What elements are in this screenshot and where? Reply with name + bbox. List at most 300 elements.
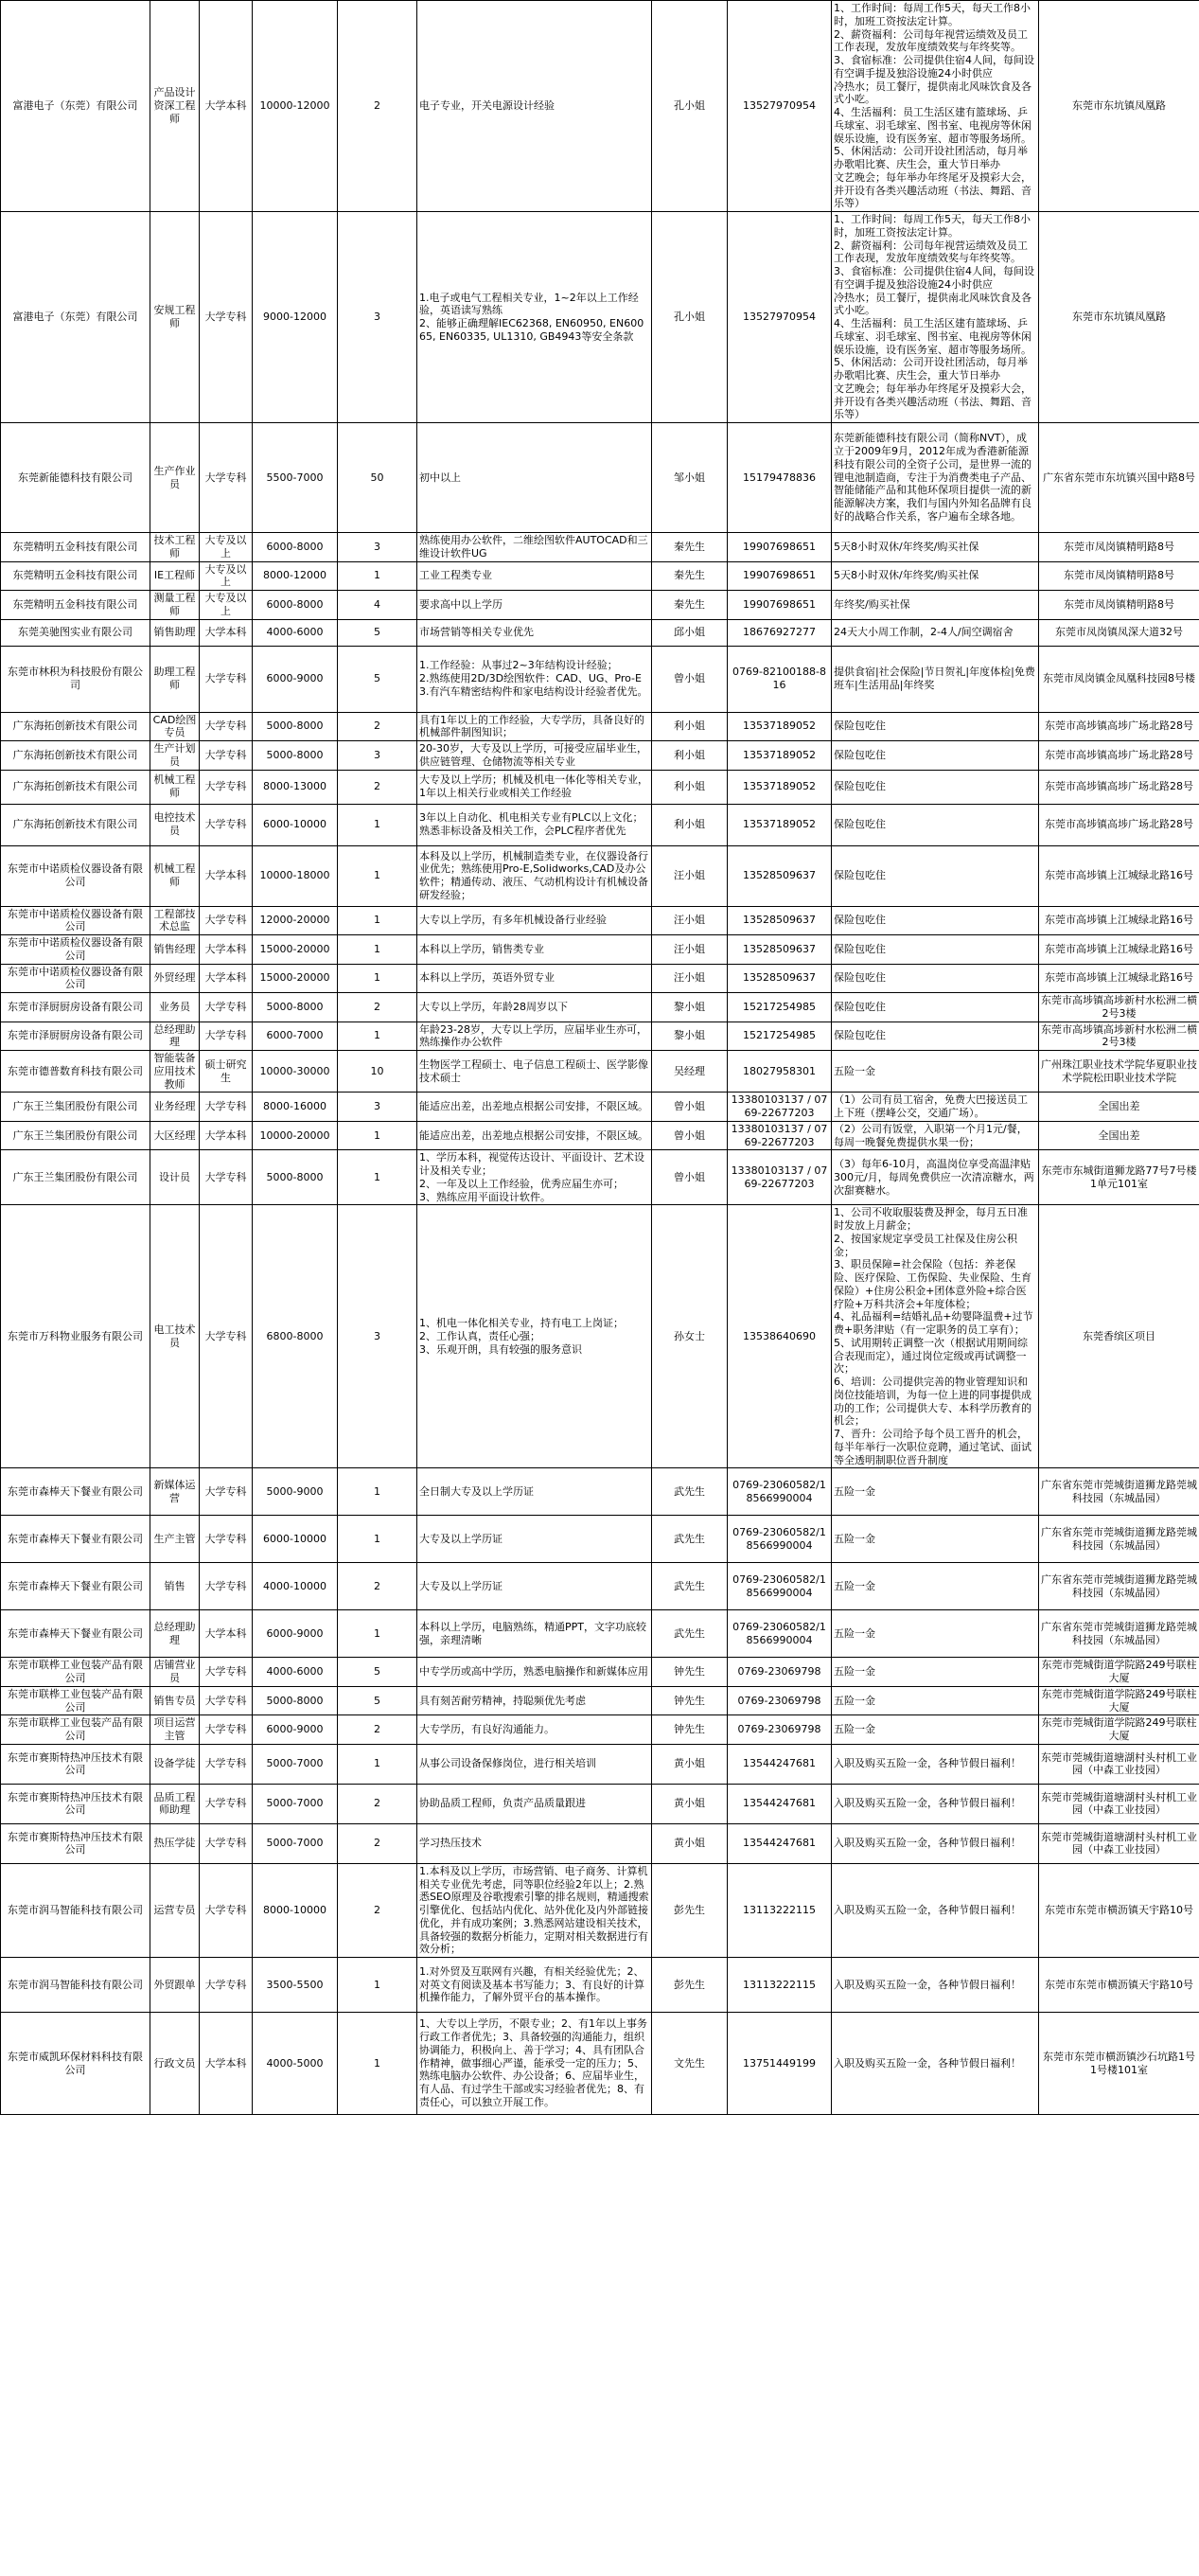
- contact-person: 汪小姐: [652, 906, 728, 935]
- work-address: 东莞市东莞市横沥镇天宇路10号: [1039, 1863, 1199, 1957]
- position-title: 测量工程师: [150, 591, 200, 620]
- position-title: 项目运营主管: [150, 1715, 200, 1745]
- position-title: 机械工程师: [150, 770, 200, 804]
- contact-phone: 13528509637: [728, 845, 832, 906]
- salary-range: 8000-16000: [253, 1093, 338, 1122]
- work-address: 东莞市莞城街道学院路249号联柱大厦: [1039, 1658, 1199, 1687]
- work-address: 东莞市东城街道狮龙路77号7号楼1单元101室: [1039, 1150, 1199, 1205]
- table-row: [1, 2013, 1199, 2115]
- work-address: 东莞市莞城街道塘湖村头村机工业园（中森工业技园）: [1039, 1823, 1199, 1863]
- benefits-text: 24天大小周工作制，2-4人/间空调宿舍: [832, 619, 1039, 646]
- position-title: CAD绘图专员: [150, 712, 200, 741]
- position-title: 技术工程师: [150, 533, 200, 562]
- salary-range: 9000-12000: [253, 212, 338, 423]
- benefits-text: 入职及购买五险一金，各种节假日福利！: [832, 2013, 1039, 2115]
- benefits-text: 保险包吃住: [832, 1022, 1039, 1051]
- contact-phone: 19907698651: [728, 561, 832, 591]
- education-level: 大学专科: [200, 1744, 253, 1784]
- job-requirements: 大专及以上学历证: [417, 1516, 652, 1563]
- benefits-text: 保险包吃住: [832, 741, 1039, 771]
- position-title: 店铺营业员: [150, 1658, 200, 1687]
- work-address: 东莞市东莞市横沥镇沙石坑路1号1号楼101室: [1039, 2013, 1199, 2115]
- company-name: 广东海拓创新技术有限公司: [1, 712, 150, 741]
- benefits-text: 保险包吃住: [832, 712, 1039, 741]
- contact-person: 曾小姐: [652, 646, 728, 712]
- contact-phone: 13544247681: [728, 1784, 832, 1823]
- work-address: 东莞市高埗镇上江城绿北路16号: [1039, 906, 1199, 935]
- benefits-text: 5天8小时双休/年终奖/购买社保: [832, 561, 1039, 591]
- company-name: 东莞市润马智能科技有限公司: [1, 1958, 150, 2013]
- position-title: 设计员: [150, 1150, 200, 1205]
- company-name: 东莞市森棒天下餐业有限公司: [1, 1563, 150, 1610]
- position-title: 业务员: [150, 993, 200, 1022]
- salary-range: 10000-30000: [253, 1051, 338, 1093]
- contact-phone: 13544247681: [728, 1744, 832, 1784]
- table-row: [1, 1744, 1199, 1784]
- table-row: [1, 1958, 1199, 2013]
- salary-range: 6000-9000: [253, 1715, 338, 1745]
- contact-person: 汪小姐: [652, 935, 728, 965]
- table-row: [1, 1658, 1199, 1687]
- salary-range: 4000-10000: [253, 1563, 338, 1610]
- education-level: 大学本科: [200, 1, 253, 212]
- contact-person: 邹小姐: [652, 423, 728, 533]
- job-requirements: 协助品质工程师，负责产品质量跟进: [417, 1784, 652, 1823]
- education-level: 大学专科: [200, 712, 253, 741]
- headcount: 1: [338, 1958, 417, 2013]
- company-name: 广东海拓创新技术有限公司: [1, 741, 150, 771]
- salary-range: 3500-5500: [253, 1958, 338, 2013]
- table-row: [1, 1150, 1199, 1205]
- headcount: 2: [338, 1863, 417, 1957]
- education-level: 大学专科: [200, 1468, 253, 1516]
- contact-phone: 13538640690: [728, 1205, 832, 1468]
- benefits-text: 入职及购买五险一金，各种节假日福利！: [832, 1744, 1039, 1784]
- company-name: 富港电子（东莞）有限公司: [1, 1, 150, 212]
- contact-phone: 0769-23060582/18566990004: [728, 1468, 832, 1516]
- headcount: 1: [338, 1150, 417, 1205]
- salary-range: 8000-13000: [253, 770, 338, 804]
- work-address: 广州珠江职业技术学院华夏职业技术学院松田职业技术学院: [1039, 1051, 1199, 1093]
- contact-phone: 18676927277: [728, 619, 832, 646]
- contact-person: 黎小姐: [652, 993, 728, 1022]
- benefits-text: 入职及购买五险一金，各种节假日福利！: [832, 1863, 1039, 1957]
- job-requirements: 1.电子或电气工程相关专业，1~2年以上工作经验，英语读写熟练 2、能够正确理解IEC62368, EN60950, EN60065, EN60335, UL1310, GB4943等安全条款: [417, 212, 652, 423]
- salary-range: 8000-12000: [253, 561, 338, 591]
- table-row: [1, 1610, 1199, 1658]
- contact-phone: 13537189052: [728, 712, 832, 741]
- contact-person: 曾小姐: [652, 1093, 728, 1122]
- benefits-text: 五险一金: [832, 1686, 1039, 1715]
- job-requirements: 从事公司设备保修岗位，进行相关培训: [417, 1744, 652, 1784]
- benefits-text: 保险包吃住: [832, 906, 1039, 935]
- company-name: 东莞精明五金科技有限公司: [1, 561, 150, 591]
- benefits-text: 东莞新能德科技有限公司（简称NVT），成立于2009年9月，2012年成为香港新能源科技有限公司的全资子公司，是世界一流的锂电池制造商，专注于为消费类电子产品、智能储能产品和其他环保项目提供一流的新能源解决方案，我们与国内外知名品牌有良好的战略合作关系，客户遍布全球各地。: [832, 423, 1039, 533]
- table-row: [1, 1051, 1199, 1093]
- table-row: [1, 845, 1199, 906]
- salary-range: 10000-12000: [253, 1, 338, 212]
- headcount: 5: [338, 1658, 417, 1687]
- position-title: 生产主管: [150, 1516, 200, 1563]
- job-requirements: 电子专业，开关电源设计经验: [417, 1, 652, 212]
- contact-phone: 15217254985: [728, 993, 832, 1022]
- education-level: 大学专科: [200, 1093, 253, 1122]
- contact-phone: 13528509637: [728, 906, 832, 935]
- contact-person: 武先生: [652, 1563, 728, 1610]
- salary-range: 5000-8000: [253, 712, 338, 741]
- table-row: [1, 804, 1199, 845]
- salary-range: 6000-7000: [253, 1022, 338, 1051]
- work-address: 东莞市凤岗镇精明路8号: [1039, 591, 1199, 620]
- table-row: [1, 1516, 1199, 1563]
- benefits-text: （1）公司有员工宿舍，免费大巴接送员工上下班（摆峰公交，交通广场）。: [832, 1093, 1039, 1122]
- work-address: 东莞香缤区项目: [1039, 1205, 1199, 1468]
- contact-phone: 18027958301: [728, 1051, 832, 1093]
- contact-phone: 0769-23069798: [728, 1715, 832, 1745]
- salary-range: 15000-20000: [253, 964, 338, 993]
- benefits-text: 五险一金: [832, 1563, 1039, 1610]
- salary-range: 5000-7000: [253, 1744, 338, 1784]
- headcount: 5: [338, 1686, 417, 1715]
- headcount: 2: [338, 1784, 417, 1823]
- job-requirements: 要求高中以上学历: [417, 591, 652, 620]
- benefits-text: 五险一金: [832, 1468, 1039, 1516]
- headcount: 5: [338, 619, 417, 646]
- position-title: 安规工程师: [150, 212, 200, 423]
- job-requirements: 1、学历本科，视觉传达设计、平面设计、艺术设计及相关专业； 2、一年及以上工作经验，优秀应届生亦可； 3、熟练应用平面设计软件。: [417, 1150, 652, 1205]
- contact-person: 彭先生: [652, 1958, 728, 2013]
- contact-phone: 13528509637: [728, 964, 832, 993]
- company-name: 广东海拓创新技术有限公司: [1, 770, 150, 804]
- benefits-text: 保险包吃住: [832, 845, 1039, 906]
- job-requirements: 1.工作经验：从事过2~3年结构设计经验； 2.熟练使用2D/3D绘图软件：CAD、UG、Pro-E 3.有汽车精密结构件和家电结构设计经验者优先。: [417, 646, 652, 712]
- table-row: [1, 1093, 1199, 1122]
- work-address: 广东省东莞市莞城街道狮龙路莞城科技园（东城晶园）: [1039, 1610, 1199, 1658]
- education-level: 大学专科: [200, 993, 253, 1022]
- position-title: 外贸跟单: [150, 1958, 200, 2013]
- benefits-text: 1、工作时间：每周工作5天，每天工作8小时，加班工资按法定计算。 2、薪资福利：公司每年视营运绩效及员工工作表现，发放年度绩效奖与年终奖等。 3、食宿标准：公司提供住宿4人间，每间设有空调手提及独浴设施24小时供应 冷热水；员工餐厅，提供南北风味饮食及各式小吃。 4、生活福利：员工生活区建有篮球场、乒乓球室、羽毛球室、图书室、电视房等休闲娱乐设施，设有医务室、超市等服务场所。 5、休闲活动：公司开设社团活动，每月举办歌唱比赛、庆生会，重大节日举办 文艺晚会；每年举办年终尾牙及摸彩大会，并开设有各类兴趣活动班（书法、舞蹈、音乐等）: [832, 1, 1039, 212]
- benefits-text: 保险包吃住: [832, 964, 1039, 993]
- benefits-text: 入职及购买五险一金，各种节假日福利！: [832, 1784, 1039, 1823]
- table-row: [1, 964, 1199, 993]
- education-level: 大专及以上: [200, 533, 253, 562]
- benefits-text: 年终奖/购买社保: [832, 591, 1039, 620]
- company-name: 东莞市联桦工业包装产品有限公司: [1, 1686, 150, 1715]
- contact-person: 武先生: [652, 1610, 728, 1658]
- position-title: IE工程师: [150, 561, 200, 591]
- contact-person: 利小姐: [652, 741, 728, 771]
- contact-person: 钟先生: [652, 1686, 728, 1715]
- company-name: 东莞精明五金科技有限公司: [1, 591, 150, 620]
- education-level: 大学专科: [200, 646, 253, 712]
- education-level: 大学专科: [200, 741, 253, 771]
- headcount: 2: [338, 712, 417, 741]
- benefits-text: 保险包吃住: [832, 993, 1039, 1022]
- job-requirements: 本科以上学历，销售类专业: [417, 935, 652, 965]
- job-requirements: 大专学历，有良好沟通能力。: [417, 1715, 652, 1745]
- work-address: 东莞市凤岗镇精明路8号: [1039, 533, 1199, 562]
- position-title: 销售经理: [150, 935, 200, 965]
- table-row: [1, 1205, 1199, 1468]
- benefits-text: 1、工作时间：每周工作5天，每天工作8小时，加班工资按法定计算。 2、薪资福利：公司每年视营运绩效及员工工作表现，发放年度绩效奖与年终奖等。 3、食宿标准：公司提供住宿4人间，每间设有空调手提及独浴设施24小时供应 冷热水；员工餐厅，提供南北风味饮食及各式小吃。 4、生活福利：员工生活区建有篮球场、乒乓球室、羽毛球室、图书室、电视房等休闲娱乐设施，设有医务室、超市等服务场所。 5、休闲活动：公司开设社团活动，每月举办歌唱比赛、庆生会，重大节日举办 文艺晚会；每年举办年终尾牙及摸彩大会，并开设有各类兴趣活动班（书法、舞蹈、音乐等）: [832, 212, 1039, 423]
- contact-phone: 0769-23069798: [728, 1686, 832, 1715]
- contact-phone: 13537189052: [728, 770, 832, 804]
- headcount: 4: [338, 591, 417, 620]
- education-level: 大学本科: [200, 964, 253, 993]
- job-requirements: 年龄23-28岁，大专以上学历，应届毕业生亦可，熟练操作办公软件: [417, 1022, 652, 1051]
- contact-phone: 13113222115: [728, 1958, 832, 2013]
- position-title: 设备学徒: [150, 1744, 200, 1784]
- table-row: [1, 591, 1199, 620]
- salary-range: 6000-9000: [253, 1610, 338, 1658]
- company-name: 东莞市泽厨厨房设备有限公司: [1, 1022, 150, 1051]
- education-level: 大学专科: [200, 1863, 253, 1957]
- education-level: 大学专科: [200, 1823, 253, 1863]
- job-requirements: 工业工程类专业: [417, 561, 652, 591]
- headcount: 1: [338, 1121, 417, 1150]
- contact-phone: 13380103137 / 0769-22677203: [728, 1093, 832, 1122]
- salary-range: 5000-9000: [253, 1468, 338, 1516]
- work-address: 东莞市高埗镇上江城绿北路16号: [1039, 845, 1199, 906]
- benefits-text: 五险一金: [832, 1051, 1039, 1093]
- job-requirements: 1、机电一体化相关专业，持有电工上岗证； 2、工作认真，责任心强； 3、乐观开朗，具有较强的服务意识: [417, 1205, 652, 1468]
- work-address: 东莞市高埗镇高埗新村水松洲二横2号3楼: [1039, 1022, 1199, 1051]
- education-level: 大学专科: [200, 1205, 253, 1468]
- table-row: [1, 646, 1199, 712]
- benefits-text: 五险一金: [832, 1715, 1039, 1745]
- job-requirements: 能适应出差，出差地点根据公司安排，不限区域。: [417, 1121, 652, 1150]
- headcount: 1: [338, 906, 417, 935]
- benefits-text: 保险包吃住: [832, 935, 1039, 965]
- work-address: 东莞市凤岗镇凤深大道32号: [1039, 619, 1199, 646]
- position-title: 生产计划员: [150, 741, 200, 771]
- salary-range: 6000-8000: [253, 591, 338, 620]
- table-row: [1, 212, 1199, 423]
- job-requirements: 大专以上学历，有多年机械设备行业经验: [417, 906, 652, 935]
- table-row: [1, 1863, 1199, 1957]
- company-name: 东莞市泽厨厨房设备有限公司: [1, 993, 150, 1022]
- contact-phone: 0769-23060582/18566990004: [728, 1563, 832, 1610]
- table-row: [1, 533, 1199, 562]
- table-row: [1, 1563, 1199, 1610]
- job-requirements: 初中以上: [417, 423, 652, 533]
- company-name: 广东王兰集团股份有限公司: [1, 1121, 150, 1150]
- position-title: 运营专员: [150, 1863, 200, 1957]
- headcount: 1: [338, 1744, 417, 1784]
- company-name: 东莞市赛斯特热冲压技术有限公司: [1, 1823, 150, 1863]
- benefits-text: 保险包吃住: [832, 770, 1039, 804]
- headcount: 3: [338, 212, 417, 423]
- table-row: [1, 770, 1199, 804]
- work-address: 东莞市高埗镇高埗广场北路28号: [1039, 712, 1199, 741]
- job-requirements: 20-30岁，大专及以上学历，可接受应届毕业生，供应链管理、仓储物流等相关专业: [417, 741, 652, 771]
- table-row: [1, 741, 1199, 771]
- table-row: [1, 1121, 1199, 1150]
- headcount: 1: [338, 804, 417, 845]
- position-title: 业务经理: [150, 1093, 200, 1122]
- company-name: 东莞市中诺质检仪器设备有限公司: [1, 935, 150, 965]
- contact-person: 曾小姐: [652, 1150, 728, 1205]
- contact-person: 武先生: [652, 1468, 728, 1516]
- education-level: 大学专科: [200, 1563, 253, 1610]
- headcount: 1: [338, 845, 417, 906]
- position-title: 总经理助理: [150, 1610, 200, 1658]
- work-address: 东莞市莞城街道塘湖村头村机工业园（中森工业技园）: [1039, 1784, 1199, 1823]
- job-requirements: 具有刻苦耐劳精神，持聪频优先考虑: [417, 1686, 652, 1715]
- work-address: 东莞市高埗镇上江城绿北路16号: [1039, 964, 1199, 993]
- education-level: 大学专科: [200, 1658, 253, 1687]
- table-row: [1, 935, 1199, 965]
- company-name: 富港电子（东莞）有限公司: [1, 212, 150, 423]
- contact-phone: 0769-82100188-816: [728, 646, 832, 712]
- headcount: 50: [338, 423, 417, 533]
- education-level: 大学本科: [200, 1121, 253, 1150]
- position-title: 机械工程师: [150, 845, 200, 906]
- position-title: 智能装备应用技术教师: [150, 1051, 200, 1093]
- company-name: 东莞精明五金科技有限公司: [1, 533, 150, 562]
- position-title: 品质工程师助理: [150, 1784, 200, 1823]
- headcount: 2: [338, 993, 417, 1022]
- benefits-text: （2）公司有饭堂，入职第一个月1元/餐，每周一晚餐免费提供水果一份；: [832, 1121, 1039, 1150]
- salary-range: 4000-5000: [253, 2013, 338, 2115]
- salary-range: 5000-7000: [253, 1784, 338, 1823]
- contact-phone: 13380103137 / 0769-22677203: [728, 1150, 832, 1205]
- benefits-text: 五险一金: [832, 1516, 1039, 1563]
- company-name: 东莞市中诺质检仪器设备有限公司: [1, 964, 150, 993]
- company-name: 东莞市联桦工业包装产品有限公司: [1, 1658, 150, 1687]
- contact-person: 秦先生: [652, 533, 728, 562]
- headcount: 1: [338, 1610, 417, 1658]
- company-name: 东莞市赛斯特热冲压技术有限公司: [1, 1784, 150, 1823]
- benefits-text: （3）每年6-10月，高温岗位享受高温津贴300元/月，每周免费供应一次清凉糖水，两次甜赛糖水。: [832, 1150, 1039, 1205]
- table-row: [1, 1823, 1199, 1863]
- education-level: 大专及以上: [200, 591, 253, 620]
- position-title: 销售专员: [150, 1686, 200, 1715]
- work-address: 全国出差: [1039, 1093, 1199, 1122]
- headcount: 2: [338, 1, 417, 212]
- salary-range: 4000-6000: [253, 619, 338, 646]
- education-level: 硕士研究生: [200, 1051, 253, 1093]
- salary-range: 5500-7000: [253, 423, 338, 533]
- education-level: 大学专科: [200, 212, 253, 423]
- contact-phone: 13751449199: [728, 2013, 832, 2115]
- contact-person: 孙女士: [652, 1205, 728, 1468]
- education-level: 大专及以上: [200, 561, 253, 591]
- table-row: [1, 712, 1199, 741]
- education-level: 大学专科: [200, 804, 253, 845]
- headcount: 3: [338, 533, 417, 562]
- work-address: 东莞市东莞市横沥镇天宇路10号: [1039, 1958, 1199, 2013]
- headcount: 10: [338, 1051, 417, 1093]
- position-title: 总经理助理: [150, 1022, 200, 1051]
- company-name: 东莞市德普数育科技有限公司: [1, 1051, 150, 1093]
- salary-range: 6000-8000: [253, 533, 338, 562]
- headcount: 3: [338, 1205, 417, 1468]
- job-requirements: 能适应出差，出差地点根据公司安排，不限区域。: [417, 1093, 652, 1122]
- benefits-text: 五险一金: [832, 1610, 1039, 1658]
- education-level: 大学专科: [200, 1784, 253, 1823]
- job-requirements: 大专及以上学历证: [417, 1563, 652, 1610]
- contact-person: 孔小姐: [652, 1, 728, 212]
- contact-phone: 13380103137 / 0769-22677203: [728, 1121, 832, 1150]
- position-title: 行政文员: [150, 2013, 200, 2115]
- job-requirements: 1.本科及以上学历，市场营销、电子商务、计算机相关专业优先考虑，同等职位经验2年以上；2.熟悉SEO原理及谷歌搜索引擎的排名规则，精通搜索引擎优化、包括站内优化、站外优化及内外部链接优化，并有成功案例；3.熟悉网站建设相关技术，具备较强的数据分析能力，定期对相关数据进行有效分析；: [417, 1863, 652, 1957]
- education-level: 大学专科: [200, 1022, 253, 1051]
- work-address: 全国出差: [1039, 1121, 1199, 1150]
- position-title: 电工技术员: [150, 1205, 200, 1468]
- benefits-text: 1、公司不收取服装费及押金，每月五日准时发放上月薪金； 2、按国家规定享受员工社保及住房公积金； 3、职员保障=社会保险（包括：养老保险、医疗保险、工伤保险、失业保险、生育保险）+住房公积金+团体意外险+综合医疗险+万科共济会+年度体检； 4、礼品福利=结婚礼品+幼婴降温费+过节费+职务津贴（有一定职务的员工享有）； 5、试用期转正调整一次（根据试用期间综合表现而定），通过岗位定级或再试调整一次； 6、培训：公司提供完善的物业管理知识和岗位技能培训，为每一位上进的同事提供成功的工作；公司提供大专、本科学历教育的机会； 7、晋升：公司给予每个员工晋升的机会，每半年举行一次职位竞聘，通过笔试、面试等全透明制职位晋升制度: [832, 1205, 1039, 1468]
- salary-range: 6000-9000: [253, 646, 338, 712]
- company-name: 东莞市赛斯特热冲压技术有限公司: [1, 1744, 150, 1784]
- education-level: 大学本科: [200, 935, 253, 965]
- work-address: 东莞市凤岗镇精明路8号: [1039, 561, 1199, 591]
- contact-person: 利小姐: [652, 712, 728, 741]
- company-name: 东莞美驰图实业有限公司: [1, 619, 150, 646]
- education-level: 大学专科: [200, 1516, 253, 1563]
- contact-phone: 13537189052: [728, 741, 832, 771]
- headcount: 2: [338, 1823, 417, 1863]
- benefits-text: 保险包吃住: [832, 804, 1039, 845]
- table-row: [1, 619, 1199, 646]
- company-name: 东莞市中诺质检仪器设备有限公司: [1, 906, 150, 935]
- headcount: 1: [338, 561, 417, 591]
- company-name: 东莞市威凯环保材料科技有限公司: [1, 2013, 150, 2115]
- benefits-text: 5天8小时双休/年终奖/购买社保: [832, 533, 1039, 562]
- salary-range: 5000-8000: [253, 741, 338, 771]
- work-address: 东莞市东坑镇凤凰路: [1039, 1, 1199, 212]
- work-address: 东莞市莞城街道塘湖村头村机工业园（中森工业技园）: [1039, 1744, 1199, 1784]
- contact-person: 孔小姐: [652, 212, 728, 423]
- contact-phone: 15217254985: [728, 1022, 832, 1051]
- education-level: 大学专科: [200, 423, 253, 533]
- position-title: 大区经理: [150, 1121, 200, 1150]
- salary-range: 12000-20000: [253, 906, 338, 935]
- table-row: [1, 1784, 1199, 1823]
- salary-range: 6000-10000: [253, 1516, 338, 1563]
- contact-person: 曾小姐: [652, 1121, 728, 1150]
- contact-person: 吴经理: [652, 1051, 728, 1093]
- company-name: 广东海拓创新技术有限公司: [1, 804, 150, 845]
- education-level: 大学本科: [200, 2013, 253, 2115]
- job-requirements: 本科及以上学历，机械制造类专业，在仪器设备行业优先；熟练使用Pro-E,Solidworks,CAD及办公软件；精通传动、液压、气动机构设计有机械设备研发经验；: [417, 845, 652, 906]
- company-name: 东莞市林积为科技股份有限公司: [1, 646, 150, 712]
- contact-phone: 19907698651: [728, 591, 832, 620]
- contact-phone: 15179478836: [728, 423, 832, 533]
- benefits-text: 入职及购买五险一金，各种节假日福利！: [832, 1823, 1039, 1863]
- headcount: 1: [338, 2013, 417, 2115]
- salary-range: 5000-8000: [253, 993, 338, 1022]
- contact-phone: 0769-23060582/18566990004: [728, 1610, 832, 1658]
- headcount: 1: [338, 935, 417, 965]
- job-requirements: 本科以上学历，电脑熟练，精通PPT，文字功底较强，亲理清晰: [417, 1610, 652, 1658]
- table-row: [1, 1686, 1199, 1715]
- company-name: 东莞市森棒天下餐业有限公司: [1, 1610, 150, 1658]
- work-address: 东莞市高埗镇上江城绿北路16号: [1039, 935, 1199, 965]
- contact-person: 汪小姐: [652, 964, 728, 993]
- position-title: 新媒体运营: [150, 1468, 200, 1516]
- education-level: 大学专科: [200, 770, 253, 804]
- job-requirements: 3年以上自动化、机电相关专业有PLC以上文化；熟悉非标设备及相关工作，会PLC程序者优先: [417, 804, 652, 845]
- position-title: 助理工程师: [150, 646, 200, 712]
- position-title: 工程部技术总监: [150, 906, 200, 935]
- benefits-text: 提供食宿|社会保险|节日贺礼|年度体检|免费班车|生活用品|年终奖: [832, 646, 1039, 712]
- education-level: 大学专科: [200, 906, 253, 935]
- education-level: 大学专科: [200, 1958, 253, 2013]
- work-address: 东莞市高埗镇高埗广场北路28号: [1039, 741, 1199, 771]
- company-name: 广东王兰集团股份有限公司: [1, 1150, 150, 1205]
- education-level: 大学本科: [200, 619, 253, 646]
- salary-range: 6800-8000: [253, 1205, 338, 1468]
